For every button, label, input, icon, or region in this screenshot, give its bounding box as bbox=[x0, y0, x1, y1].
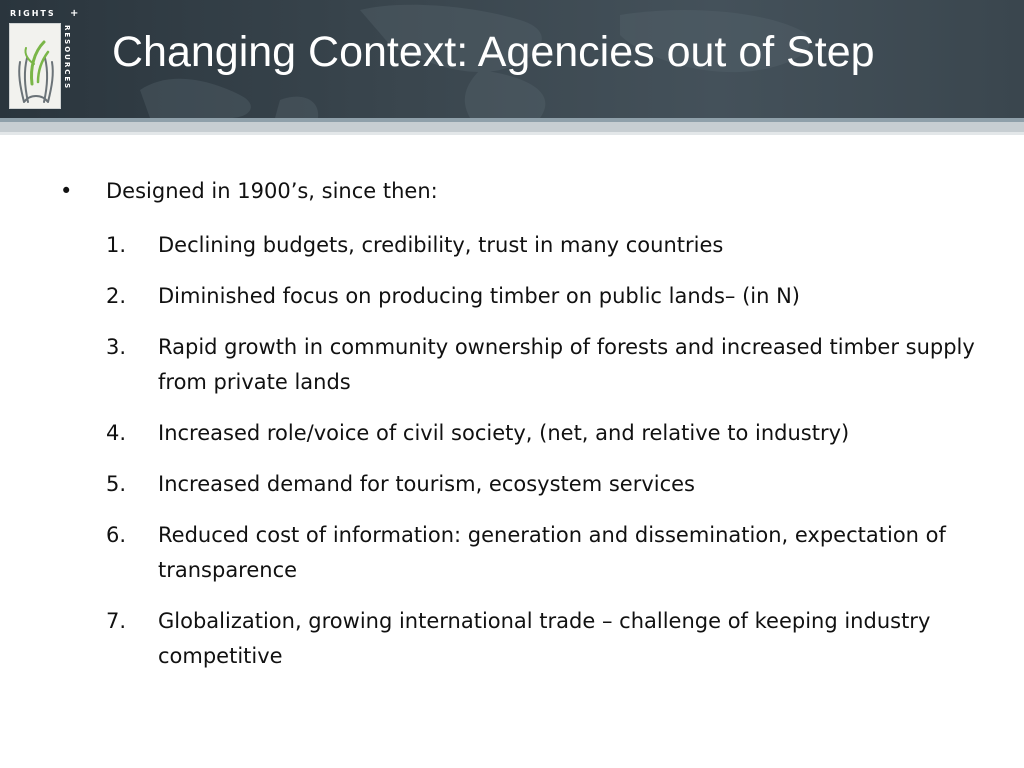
numbered-list bbox=[106, 228, 986, 690]
list-item bbox=[106, 518, 986, 588]
logo-plus-text: + bbox=[70, 8, 79, 19]
list-item bbox=[106, 279, 986, 314]
list-number: 5. bbox=[106, 472, 127, 496]
list-item bbox=[106, 467, 986, 502]
list-text: Increased demand for tourism, ecosystem services bbox=[158, 472, 695, 496]
list-item bbox=[106, 604, 986, 674]
list-text: Increased role/voice of civil society, (net, and relative to industry) bbox=[158, 421, 850, 445]
bullet-marker: • bbox=[60, 179, 73, 203]
list-item bbox=[106, 228, 986, 263]
bullet-text: Designed in 1900’s, since then: bbox=[106, 179, 438, 203]
logo-resources-text: RESOURCES bbox=[63, 25, 71, 91]
list-text: Reduced cost of information: generation and dissemination, expectation of transparence bbox=[158, 523, 946, 582]
list-number: 3. bbox=[106, 335, 127, 359]
list-number: 6. bbox=[106, 523, 127, 547]
list-number: 1. bbox=[106, 233, 127, 257]
list-text: Diminished focus on producing timber on public lands– (in N) bbox=[158, 284, 800, 308]
list-item bbox=[106, 330, 986, 400]
slide-title: Changing Context: Agencies out of Step bbox=[112, 28, 875, 76]
list-number: 4. bbox=[106, 421, 127, 445]
list-text: Globalization, growing international trade – challenge of keeping industry competitive bbox=[158, 609, 931, 668]
list-text: Declining budgets, credibility, trust in many countries bbox=[158, 233, 724, 257]
list-number: 2. bbox=[106, 284, 127, 308]
list-text: Rapid growth in community ownership of forests and increased timber supply from private lands bbox=[158, 335, 975, 394]
list-item bbox=[106, 416, 986, 451]
list-number: 7. bbox=[106, 609, 127, 633]
logo-rights-text: RIGHTS bbox=[10, 9, 56, 18]
